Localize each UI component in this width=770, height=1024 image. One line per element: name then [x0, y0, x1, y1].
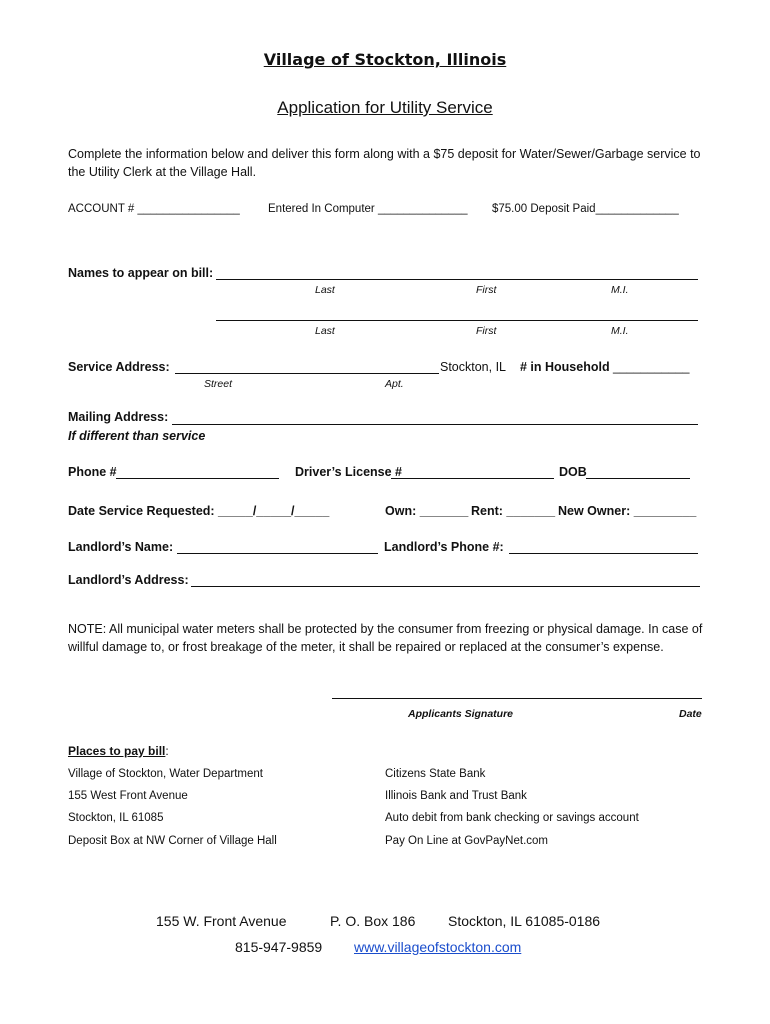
footer-po-box: P. O. Box 186 [330, 913, 416, 929]
name-line-2[interactable] [216, 320, 698, 321]
water-meter-note: NOTE: All municipal water meters shall be protected by the consumer from freezing or physical damage. In case of willful damage to, or frost breakage of the meter, it shall be repaired or replaced at the consumer’s expense. [68, 622, 703, 654]
dob-line[interactable] [586, 478, 690, 479]
first-caption-2: First [476, 325, 497, 337]
signature-line[interactable] [332, 698, 702, 699]
page-title: Village of Stockton, Illinois [263, 50, 507, 69]
pay-heading: Places to pay bill [68, 744, 166, 758]
pay-location-left-2: 155 West Front Avenue [68, 790, 188, 802]
landlord-name-line[interactable] [177, 553, 378, 554]
form-title: Application for Utility Service [277, 98, 493, 117]
service-address-line[interactable] [175, 373, 439, 374]
landlord-name-label: Landlord’s Name: [68, 540, 174, 554]
date-caption: Date [679, 708, 702, 720]
website-link[interactable]: www.villageofstockton.com [354, 939, 522, 955]
first-caption-1: First [476, 284, 497, 296]
apt-caption: Apt. [385, 378, 404, 390]
pay-location-left-1: Village of Stockton, Water Department [68, 768, 263, 780]
signature-caption: Applicants Signature [408, 708, 514, 720]
mi-caption-2: M.I. [611, 325, 629, 337]
household-line[interactable]: ___________ [613, 360, 690, 374]
names-label: Names to appear on bill: [68, 266, 214, 280]
service-address-label: Service Address: [68, 360, 170, 374]
dob-label: DOB [559, 465, 587, 479]
pay-location-right-3: Auto debit from bank checking or savings account [385, 812, 639, 824]
mi-caption-1: M.I. [611, 284, 629, 296]
phone-label: Phone # [68, 465, 117, 479]
deposit-paid-field: $75.00 Deposit Paid_____________ [492, 203, 679, 215]
pay-location-left-4: Deposit Box at NW Corner of Village Hall [68, 835, 277, 847]
last-caption-2: Last [315, 325, 335, 337]
account-field: ACCOUNT # ________________ [68, 203, 240, 215]
pay-heading-colon: : [165, 744, 169, 758]
pay-heading-row [68, 744, 169, 758]
date-service-requested-field[interactable]: Date Service Requested: _____/_____/_____ [68, 504, 330, 518]
footer-phone: 815-947-9859 [235, 939, 323, 955]
mailing-address-note: If different than service [68, 429, 206, 443]
landlord-phone-label: Landlord’s Phone #: [384, 540, 504, 554]
landlord-address-line[interactable] [191, 586, 700, 587]
footer-city: Stockton, IL 61085-0186 [448, 913, 601, 929]
name-line-1[interactable] [216, 279, 698, 280]
phone-line[interactable] [116, 478, 279, 479]
mailing-address-label: Mailing Address: [68, 410, 169, 424]
drivers-license-label: Driver’s License # [295, 465, 403, 479]
footer-street: 155 W. Front Avenue [156, 913, 287, 929]
pay-location-left-3: Stockton, IL 61085 [68, 812, 164, 824]
street-caption: Street [204, 378, 233, 390]
intro-text: Complete the information below and deliver this form along with a $75 deposit for Water/Sewer/Garbage service to the Utility Clerk at the Village Hall. [68, 147, 701, 179]
landlord-phone-line[interactable] [509, 553, 698, 554]
drivers-license-line[interactable] [391, 478, 554, 479]
rent-field[interactable]: Rent: _______ [471, 504, 556, 518]
household-label: # in Household [520, 360, 610, 374]
mailing-address-line[interactable] [172, 424, 698, 425]
landlord-address-label: Landlord’s Address: [68, 573, 189, 587]
pay-location-right-4: Pay On Line at GovPayNet.com [385, 835, 548, 847]
last-caption-1: Last [315, 284, 335, 296]
pay-location-right-1: Citizens State Bank [385, 768, 486, 780]
pay-location-right-2: Illinois Bank and Trust Bank [385, 790, 527, 802]
entered-in-computer-field: Entered In Computer ______________ [268, 203, 468, 215]
own-field[interactable]: Own: _______ [385, 504, 469, 518]
new-owner-field[interactable]: New Owner: _________ [558, 504, 697, 518]
service-city: Stockton, IL [440, 360, 507, 374]
